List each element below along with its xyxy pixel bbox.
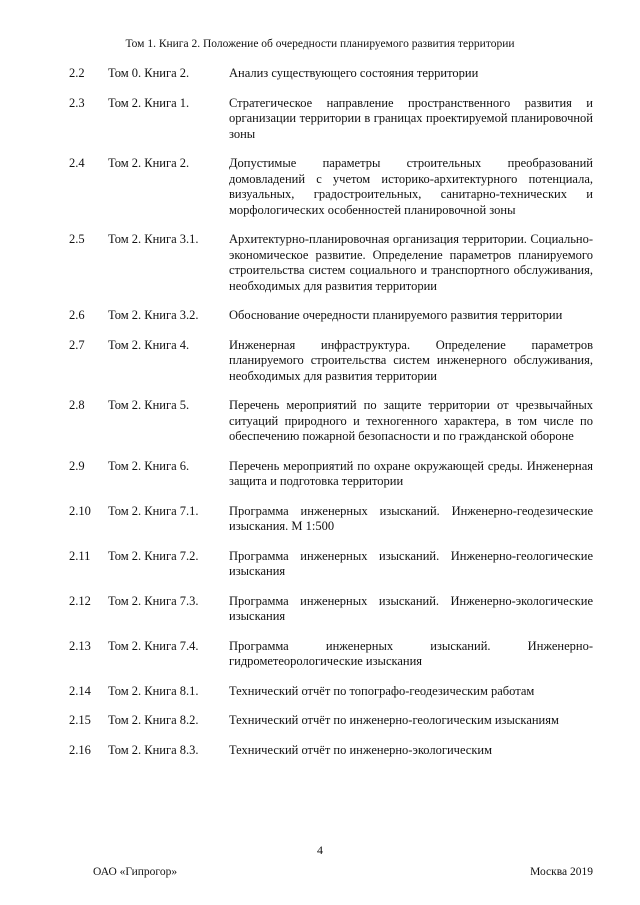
list-item — [0, 232, 640, 294]
contents-list — [0, 66, 640, 772]
page-header: Том 1. Книга 2. Положение об очередности планируемого развития территории — [125, 38, 515, 50]
item-number: 2.16 — [69, 742, 91, 757]
item-description: Инженерная инфраструктура. Определение параметров планируемого строительства систем инженерного обслуживания, необходимых для развития территории — [229, 337, 593, 383]
list-item — [0, 156, 640, 218]
list-item — [0, 549, 640, 580]
item-description: Архитектурно-планировочная организация территории. Социально-экономическое развитие. Определение параметров планируемого строительства систем социального и транспортного обслуживания, необходимых для развития территории — [229, 232, 593, 293]
item-volume: Том 2. Книга 3.2. — [108, 308, 199, 322]
list-item — [0, 594, 640, 625]
item-number: 2.13 — [69, 638, 91, 653]
item-volume: Том 2. Книга 1. — [108, 95, 190, 110]
list-item — [0, 743, 640, 759]
item-volume: Том 2. Книга 5. — [108, 398, 190, 412]
item-description: Анализ существующего состояния территории — [229, 66, 479, 80]
item-number: 2.11 — [69, 548, 91, 563]
list-item — [0, 308, 640, 324]
list-item — [0, 639, 640, 670]
list-item — [0, 66, 640, 82]
item-number: 2.14 — [69, 683, 91, 698]
footer-city-year: Москва 2019 — [530, 866, 593, 878]
item-number: 2.7 — [69, 337, 85, 352]
item-description: Программа инженерных изысканий. Инженерно-геодезические изыскания. М 1:500 — [229, 503, 593, 533]
list-item — [0, 713, 640, 729]
item-volume: Том 2. Книга 8.1. — [108, 683, 199, 698]
item-description: Технический отчёт по инженерно-экологическим — [229, 742, 493, 757]
item-volume: Том 2. Книга 4. — [108, 337, 190, 352]
item-volume: Том 2. Книга 7.4. — [108, 638, 199, 653]
list-item — [0, 338, 640, 385]
item-description: Обоснование очередности планируемого развития территории — [229, 308, 563, 322]
item-description: Программа инженерных изысканий. Инженерно-экологические изыскания — [229, 593, 593, 623]
item-description: Допустимые параметры строительных преобразований домовладений с учетом историко-архитектурного потенциала, визуальных, градостроительных, санитарно-технических и морфологических особенностей планировочной зоны — [229, 156, 593, 217]
list-item — [0, 398, 640, 445]
item-volume: Том 0. Книга 2. — [108, 66, 190, 80]
item-number: 2.10 — [69, 503, 91, 518]
item-volume: Том 2. Книга 7.2. — [108, 548, 199, 563]
item-volume: Том 2. Книга 3.1. — [108, 232, 199, 246]
item-description: Программа инженерных изысканий. Инженерно-геологические изыскания — [229, 548, 593, 578]
item-volume: Том 2. Книга 7.1. — [108, 503, 199, 518]
item-number: 2.9 — [69, 458, 85, 473]
list-item — [0, 504, 640, 535]
page-number: 4 — [317, 843, 323, 857]
list-item — [0, 459, 640, 490]
item-description: Перечень мероприятий по защите территории от чрезвычайных ситуаций природного и техногенного характера, в том числе по обеспечению пожарной безопасности и по гражданской обороне — [229, 398, 593, 443]
item-number: 2.12 — [69, 593, 91, 608]
item-volume: Том 2. Книга 7.3. — [108, 593, 199, 608]
item-volume: Том 2. Книга 2. — [108, 156, 190, 170]
item-number: 2.3 — [69, 95, 85, 110]
item-number: 2.15 — [69, 713, 91, 727]
item-number: 2.6 — [69, 308, 85, 322]
item-description: Технический отчёт по топографо-геодезическим работам — [229, 683, 535, 698]
item-volume: Том 2. Книга 8.3. — [108, 742, 199, 757]
list-item — [0, 684, 640, 700]
item-volume: Том 2. Книга 8.2. — [108, 713, 199, 727]
item-number: 2.5 — [69, 232, 85, 246]
footer-organization: ОАО «Гипрогор» — [93, 866, 178, 878]
item-volume: Том 2. Книга 6. — [108, 458, 190, 473]
item-description: Перечень мероприятий по охране окружающей среды. Инженерная защита и подготовка территории — [229, 458, 593, 488]
item-description: Технический отчёт по инженерно-геологическим изысканиям — [229, 713, 559, 727]
list-item — [0, 96, 640, 143]
item-number: 2.8 — [69, 398, 85, 412]
item-number: 2.2 — [69, 66, 85, 80]
item-number: 2.4 — [69, 156, 85, 170]
item-description: Программа инженерных изысканий. Инженерно-гидрометеорологические изыскания — [229, 638, 593, 668]
item-description: Стратегическое направление пространственного развития и организации территории в границах проектируемой планировочной зоны — [229, 95, 593, 141]
